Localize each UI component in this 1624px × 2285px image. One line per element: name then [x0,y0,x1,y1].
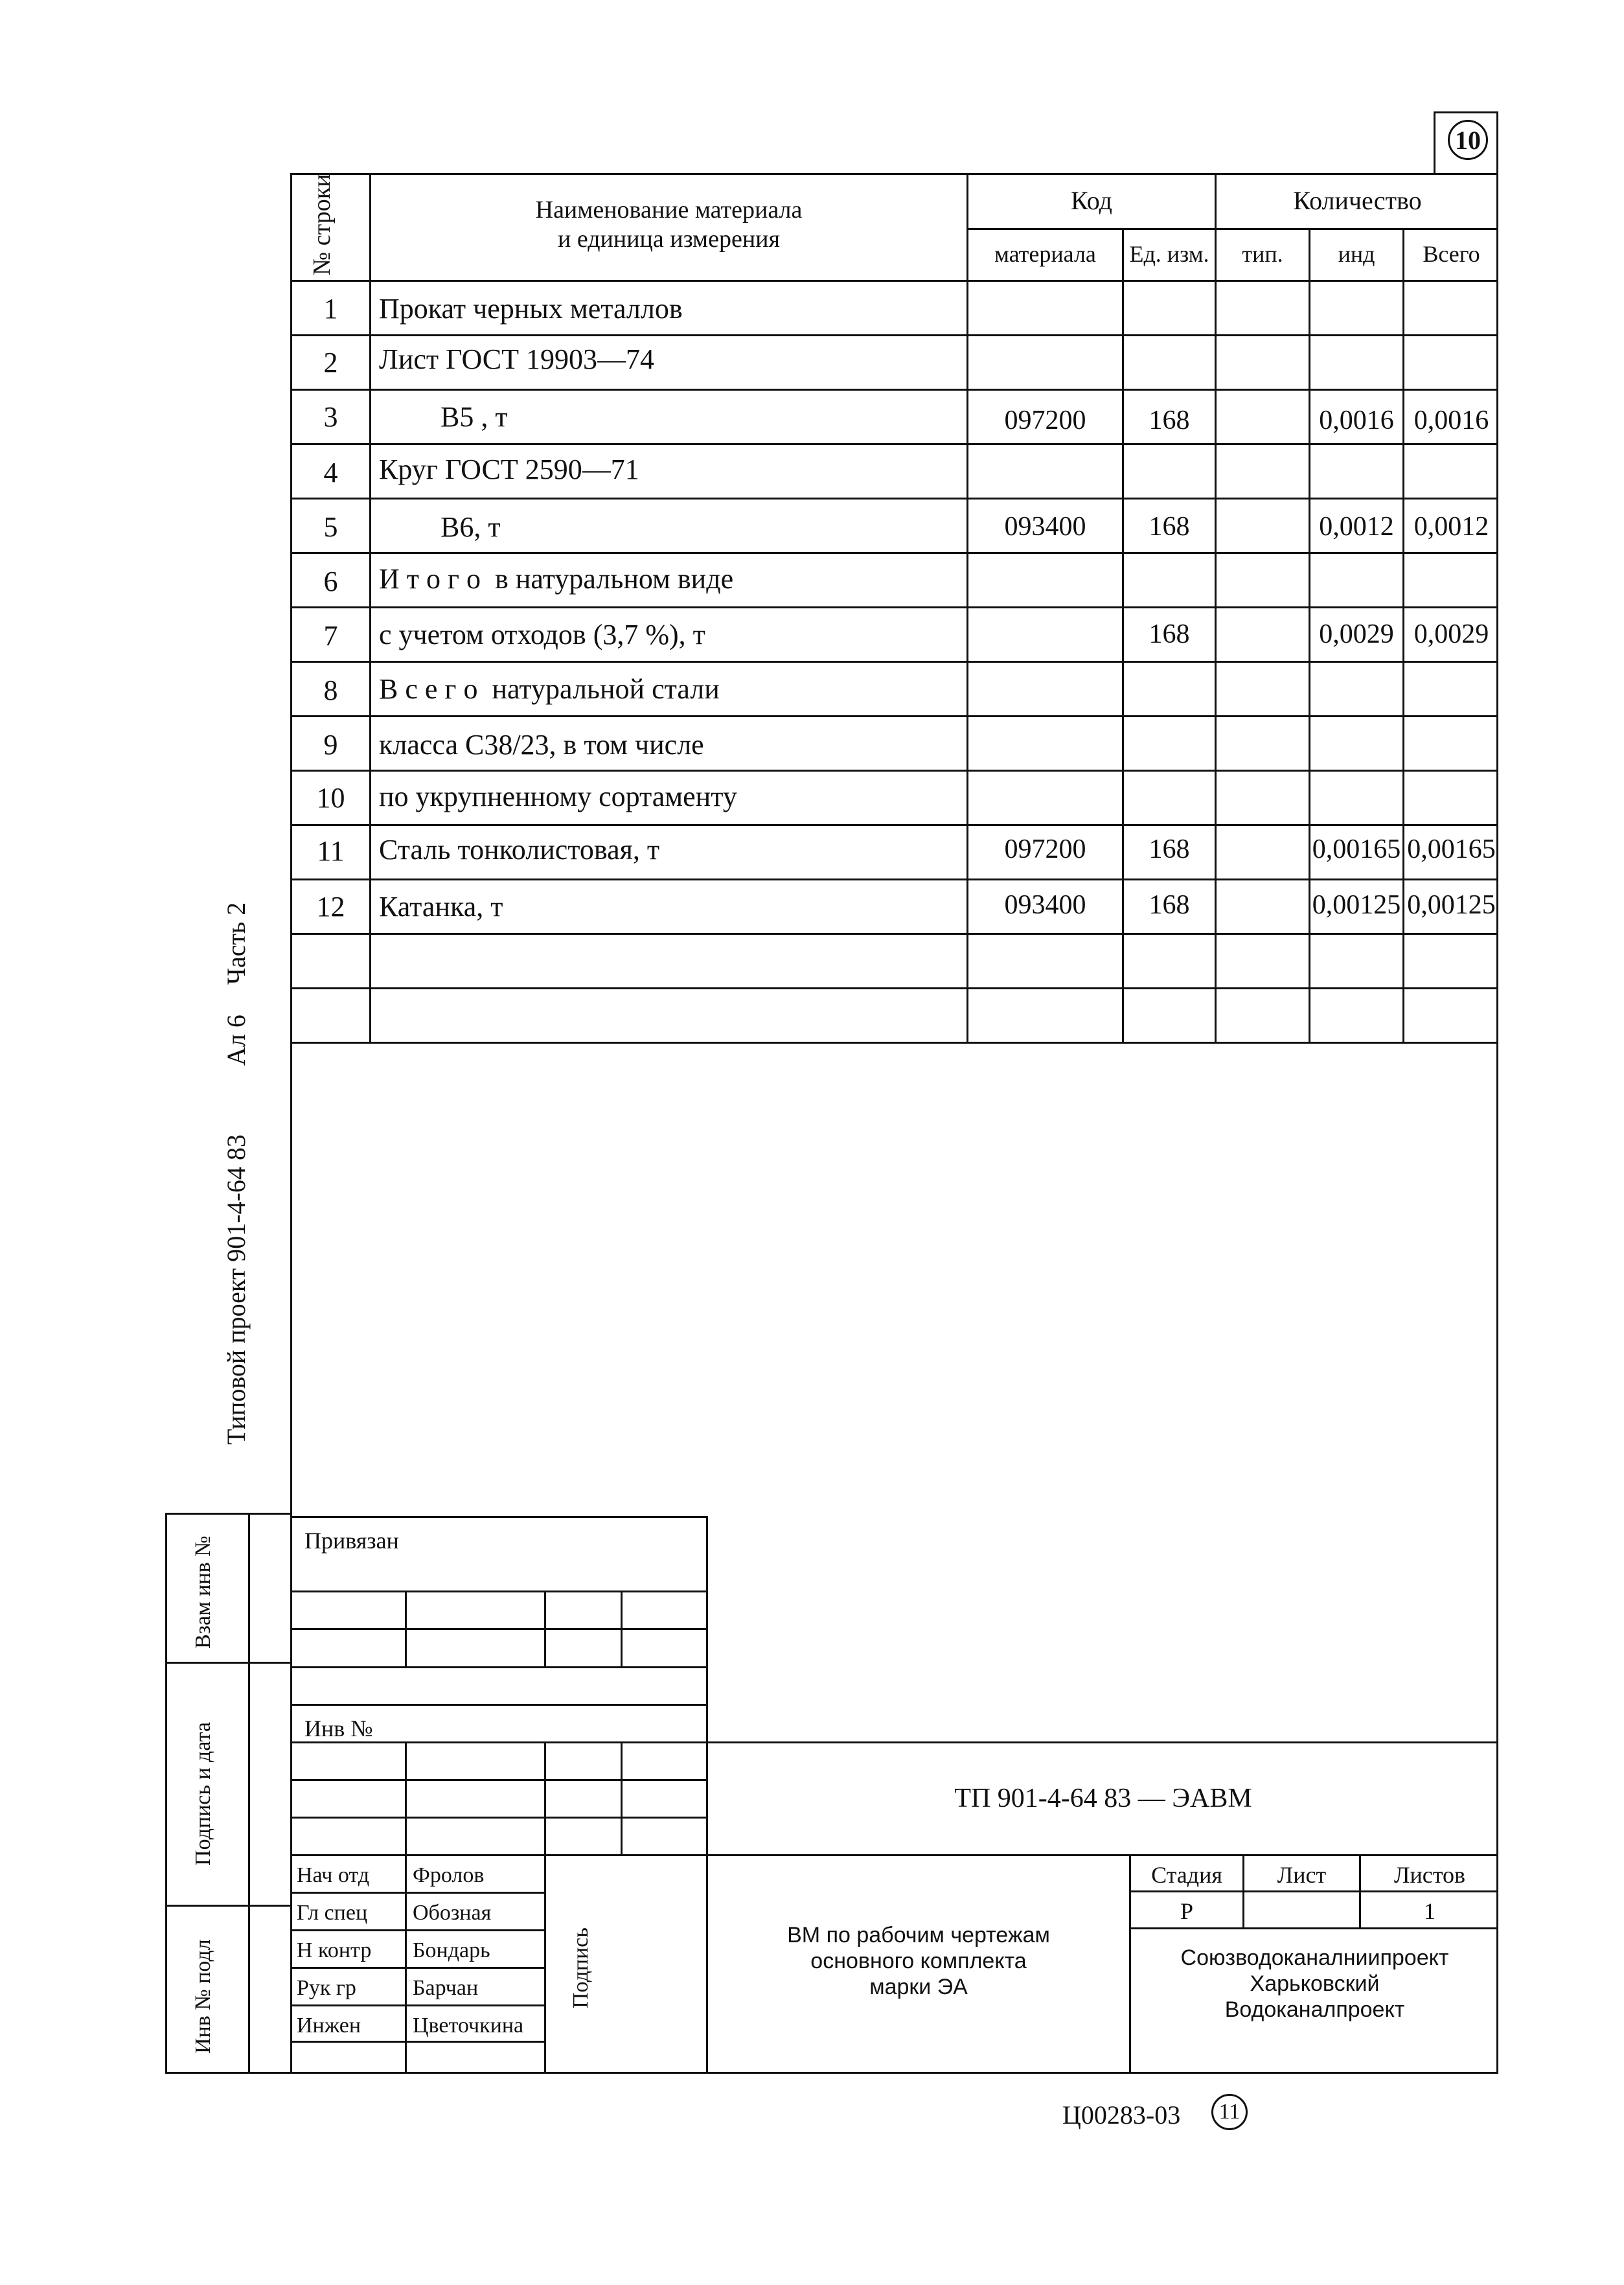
row-code-unit: 168 [1149,619,1190,649]
row-line-9 [290,770,1498,772]
row-number: 2 [323,347,338,378]
row-line-7 [290,661,1498,663]
header-row-number [310,174,334,276]
row-material-name: Лист ГОСТ 19903—74 [379,343,655,375]
row-number: 3 [323,401,338,433]
row-qty-ind: 0,00125 [1312,890,1401,920]
description-line2: основного комплекта [810,1949,1027,1973]
table-header-bottom [290,280,1498,282]
role-title: Н контр [297,1938,372,1962]
stage-h2 [1129,1927,1498,1929]
binding-inv-no: Инв № [304,1716,373,1741]
strip-podpis-data-text: Подпись и дата [191,1722,215,1866]
bind-h6 [290,1779,708,1781]
bind-h4 [290,1704,708,1706]
row-qty-ind: 0,0016 [1319,406,1394,435]
row-code-material: 093400 [1004,890,1086,920]
row-code-unit: 168 [1149,406,1190,435]
header-row-number-text: № строки [308,174,336,275]
row-number: 6 [323,566,338,597]
footer-page-circle [1211,2094,1248,2130]
role-person: Бондарь [413,1938,490,1962]
organization-line3: Водоканалпроект [1224,1997,1405,2022]
row-line-13 [290,987,1498,989]
strip-mid [248,1513,250,2073]
row-material-name: Сталь тонколистовая, т [379,834,660,866]
row-material-name: В с е г о натуральной стали [379,673,720,705]
bind-v3a [621,1590,623,1667]
row-line-1 [290,334,1498,336]
row-material-name: Круг ГОСТ 2590—71 [379,454,639,485]
row-number: 12 [316,891,345,923]
header-code: Код [1071,186,1112,215]
row-number: 9 [323,729,338,761]
header-qty-total: Всего [1423,241,1480,267]
row-code-unit: 168 [1149,834,1190,864]
strip-podpis-data [192,1722,214,1866]
strip-outer-left [165,1513,167,2073]
stage-label: Стадия [1151,1862,1222,1888]
row-qty-total: 0,0012 [1413,512,1489,542]
strip-sep-1 [165,1662,292,1664]
side-part-text: Часть 2 [222,902,251,985]
bind-v2b [544,1741,546,2073]
strip-inv-podl-text: Инв № подл [191,1939,215,2054]
row-number: 8 [323,674,338,706]
strip-top [165,1513,292,1515]
row-line-4 [290,498,1498,499]
role-person: Барчан [413,1976,479,2000]
header-code-unit: Ед. изм. [1129,241,1209,267]
frame-bottom-line [165,2072,1498,2074]
page-badge-number: 10 [1455,125,1481,155]
row-material-name: В6, т [440,511,501,543]
bind-v1a [405,1590,407,1667]
row-line-10 [290,824,1498,826]
signature-label-text: Подпись [569,1927,593,2008]
organization-line2: Харьковский [1250,1971,1380,1996]
role-line-4 [290,2004,546,2006]
bind-h2 [290,1628,708,1630]
row-material-name: с учетом отходов (3,7 %), т [379,619,705,650]
row-code-material: 097200 [1004,406,1086,435]
header-qty-ind: инд [1338,241,1375,267]
page-badge [1448,120,1488,160]
role-line-5 [290,2041,546,2043]
row-qty-total: 0,00165 [1407,834,1496,864]
row-qty-ind: 0,00165 [1312,834,1401,864]
signature-label [570,1927,592,2008]
role-person: Фролов [413,1863,485,1887]
strip-vzam [192,1535,214,1649]
row-line-12 [290,933,1498,935]
side-project-text: Типовой проект 901-4-64 83 [222,1134,251,1445]
row-code-material: 097200 [1004,834,1086,864]
bind-v2a [544,1590,546,1667]
header-name-line2: и единица измерения [558,225,780,253]
row-qty-ind: 0,0012 [1319,512,1394,542]
row-number: 7 [323,620,338,652]
row-material-name: Катанка, т [379,891,503,923]
row-material-name: по укрупненному сортаменту [379,781,737,812]
frame-left-line [290,173,292,2073]
row-line-3 [290,443,1498,445]
side-part [223,902,249,985]
row-number: 4 [323,457,338,488]
role-line-3 [290,1967,546,1969]
row-code-unit: 168 [1149,512,1190,542]
row-number: 5 [323,511,338,543]
bind-h8 [290,1854,1498,1856]
bind-h1 [290,1590,708,1592]
bind-v3b [621,1741,623,1855]
row-material-name: И т о г о в натуральном виде [379,563,734,595]
strip-inv-podl [192,1939,214,2054]
row-qty-total: 0,00125 [1407,890,1496,920]
bind-h3 [290,1666,708,1668]
role-line-2 [290,1929,546,1931]
sheet-label: Лист [1277,1862,1327,1888]
footer-code: Ц00283-03 [1062,2100,1181,2130]
role-title: Инжен [297,2014,361,2038]
strip-vzam-text: Взам инв № [191,1535,215,1649]
role-line-1 [290,1892,546,1894]
bind-h7 [290,1817,708,1819]
stage-value: Р [1180,1898,1194,1924]
row-number: 10 [316,782,345,814]
row-line-6 [290,606,1498,608]
row-line-2 [290,389,1498,391]
footer-page-number: 11 [1218,2100,1241,2124]
row-qty-total: 0,0029 [1413,619,1489,649]
side-album-text: Ал 6 [222,1015,251,1066]
description-line1: ВМ по рабочим чертежам [787,1923,1050,1947]
row-material-name: В5 , т [440,401,508,433]
role-title: Рук гр [297,1976,356,2000]
role-person: Цветочкина [413,2014,524,2038]
bind-top [290,1516,708,1518]
role-title: Нач отд [297,1863,370,1887]
row-number: 1 [323,293,338,325]
sheets-label: Листов [1394,1862,1465,1888]
bind-v1b [405,1741,407,2073]
row-material-name: Прокат черных металлов [379,293,683,325]
role-person: Обозная [413,1901,492,1925]
row-line-11 [290,878,1498,880]
side-project-title [223,1134,249,1445]
side-album [223,1015,249,1066]
organization-line1: Союзводоканалниипроект [1180,1946,1449,1970]
table-header-subline [966,228,1498,230]
header-quantity: Количество [1293,186,1422,215]
row-code-unit: 168 [1149,890,1190,920]
description-line3: марки ЭА [869,1975,968,1999]
row-line-5 [290,552,1498,554]
row-number: 11 [317,835,345,867]
row-material-name: класса С38/23, в том числе [379,729,704,761]
bind-h5 [290,1741,1498,1743]
strip-sep-2 [165,1905,292,1907]
header-name-line1: Наименование материала [535,196,803,224]
header-qty-typ: тип. [1242,241,1283,267]
doc-code: ТП 901-4-64 83 — ЭАВМ [954,1784,1252,1813]
row-line-14 [290,1042,1498,1044]
frame-top-line [290,173,1498,175]
row-line-8 [290,715,1498,717]
binding-privyazan: Привязан [304,1528,399,1554]
row-code-material: 093400 [1004,512,1086,542]
role-title: Гл спец [297,1901,368,1925]
stage-h1 [1129,1890,1498,1892]
sheets-value: 1 [1424,1898,1435,1924]
header-code-material: материала [994,241,1096,267]
row-qty-ind: 0,0029 [1319,619,1394,649]
row-qty-total: 0,0016 [1413,406,1489,435]
